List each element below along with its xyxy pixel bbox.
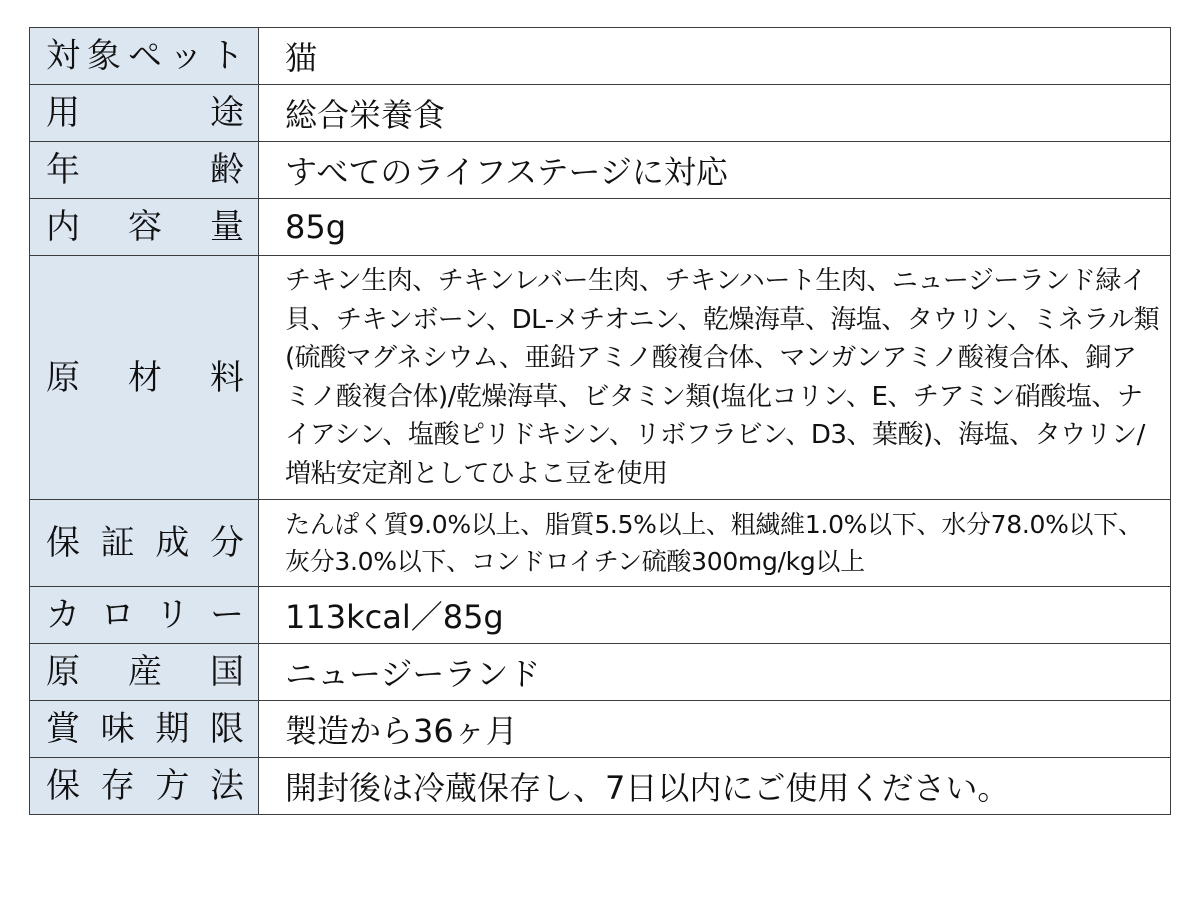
row-value: 総合栄養食 — [259, 85, 1171, 142]
row-label: 保証成分 — [30, 500, 259, 587]
row-value: チキン生肉、チキンレバー生肉、チキンハート生肉、ニュージーランド緑イ貝、チキンボーン、DL-メチオニン、乾燥海草、海塩、タウリン、ミネラル類(硫酸マグネシウム、亜鉛アミノ酸複合体、マンガンアミノ酸複合体、銅アミノ酸複合体)/乾燥海草、ビタミン類(塩化コリン、E、チアミン硝酸塩、ナイアシン、塩酸ピリドキシン、リボフラビン、D3、葉酸)、海塩、タウリン/増粘安定剤としてひよこ豆を使用 — [259, 256, 1171, 500]
row-value: 113kcal／85g — [259, 587, 1171, 644]
row-label: 内容量 — [30, 199, 259, 256]
row-best-before — [30, 701, 1171, 758]
row-storage — [30, 758, 1171, 815]
row-label: 年 齢 — [30, 142, 259, 199]
row-value: 猫 — [259, 28, 1171, 85]
row-age — [30, 142, 1171, 199]
row-guaranteed-analysis — [30, 500, 1171, 587]
row-label: カロリー — [30, 587, 259, 644]
row-ingredients — [30, 256, 1171, 500]
row-contents — [30, 199, 1171, 256]
row-value: たんぱく質9.0%以上、脂質5.5%以上、粗繊維1.0%以下、水分78.0%以下、灰分3.0%以下、コンドロイチン硫酸300mg/kg以上 — [259, 500, 1171, 587]
row-label: 原材料 — [30, 256, 259, 500]
row-target-pet — [30, 28, 1171, 85]
row-value: 製造から36ヶ月 — [259, 701, 1171, 758]
row-label: 対象ペット — [30, 28, 259, 85]
row-value: 85g — [259, 199, 1171, 256]
row-purpose — [30, 85, 1171, 142]
row-value: すべてのライフステージに対応 — [259, 142, 1171, 199]
row-label: 用 途 — [30, 85, 259, 142]
row-label: 原産国 — [30, 644, 259, 701]
product-spec-table — [29, 27, 1171, 815]
row-calories — [30, 587, 1171, 644]
row-value: ニュージーランド — [259, 644, 1171, 701]
row-label: 保存方法 — [30, 758, 259, 815]
row-origin — [30, 644, 1171, 701]
row-label: 賞味期限 — [30, 701, 259, 758]
row-value: 開封後は冷蔵保存し、7日以内にご使用ください。 — [259, 758, 1171, 815]
